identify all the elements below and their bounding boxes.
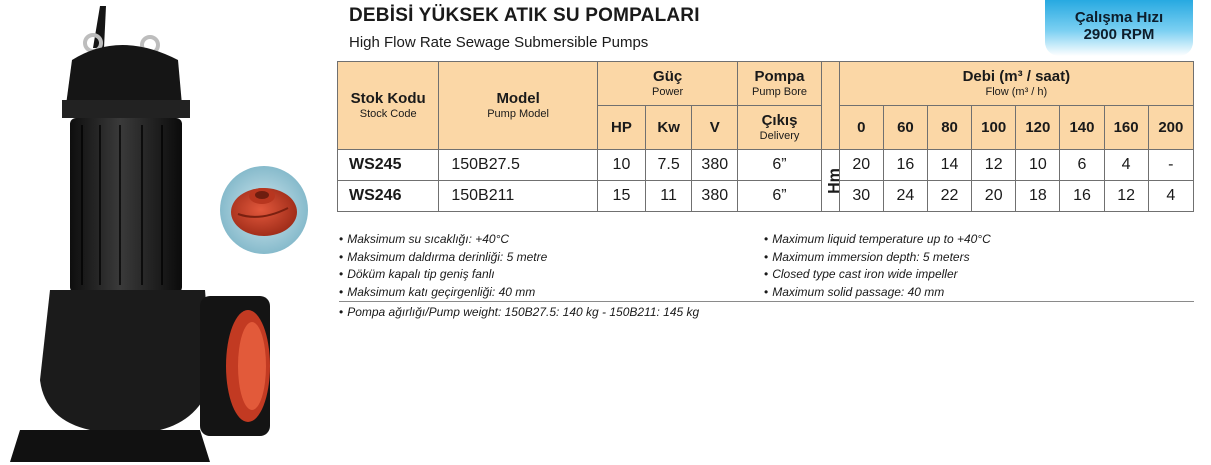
- speed-badge-label: Çalışma Hızı: [1074, 9, 1164, 26]
- hm-label: Hm: [821, 150, 839, 212]
- list-item: • Maximum immersion depth: 5 meters: [764, 249, 991, 267]
- row-head: 20: [839, 150, 883, 181]
- row-head: 30: [839, 181, 883, 212]
- row-v: 380: [692, 150, 738, 181]
- header-flow-0: 0: [839, 106, 883, 150]
- row-head: 12: [972, 150, 1016, 181]
- header-hp: HP: [597, 106, 645, 150]
- row-model: 150B27.5: [439, 150, 598, 181]
- weight-note: • Pompa ağırlığı/Pump weight: 150B27.5: 140 kg - 150B211: 145 kg: [339, 305, 699, 319]
- header-flow-120: 120: [1016, 106, 1060, 150]
- header-pump: Pompa Pump Bore: [738, 62, 821, 106]
- header-stock-code: Stok Kodu Stock Code: [338, 62, 439, 150]
- header-flow-60: 60: [883, 106, 927, 150]
- header-v: V: [692, 106, 738, 150]
- header-model: Model Pump Model: [439, 62, 598, 150]
- row-head: 18: [1016, 181, 1060, 212]
- list-item: • Closed type cast iron wide impeller: [764, 266, 991, 284]
- row-stock-code: WS245: [338, 150, 439, 181]
- header-flow: Debi (m³ / saat) Flow (m³ / h): [839, 62, 1193, 106]
- page-subtitle: High Flow Rate Sewage Submersible Pumps: [349, 34, 649, 51]
- list-item: • Maximum liquid temperature up to +40°C: [764, 231, 991, 249]
- row-head: 16: [883, 150, 927, 181]
- header-kw: Kw: [646, 106, 692, 150]
- row-head: 4: [1104, 150, 1148, 181]
- notes-english: [764, 231, 991, 301]
- row-kw: 7.5: [646, 150, 692, 181]
- pump-image: [0, 0, 330, 465]
- table-row: [338, 150, 1194, 181]
- list-item: • Maksimum daldırma derinliği: 5 metre: [339, 249, 547, 267]
- row-head: 16: [1060, 181, 1104, 212]
- row-bore: 6”: [738, 150, 821, 181]
- page-title: DEBİSİ YÜKSEK ATIK SU POMPALARI: [349, 5, 700, 26]
- row-head: 4: [1148, 181, 1193, 212]
- divider: [339, 301, 1194, 302]
- row-head: 22: [927, 181, 971, 212]
- header-spacer: [821, 62, 839, 150]
- notes-turkish: [339, 231, 547, 301]
- row-kw: 11: [646, 181, 692, 212]
- header-power: Güç Power: [597, 62, 738, 106]
- header-flow-80: 80: [927, 106, 971, 150]
- row-bore: 6”: [738, 181, 821, 212]
- row-head: -: [1148, 150, 1193, 181]
- row-v: 380: [692, 181, 738, 212]
- row-head: 24: [883, 181, 927, 212]
- list-item: • Maksimum katı geçirgenliği: 40 mm: [339, 284, 547, 302]
- row-model: 150B211: [439, 181, 598, 212]
- table-row: [338, 181, 1194, 212]
- row-hp: 15: [597, 181, 645, 212]
- row-stock-code: WS246: [338, 181, 439, 212]
- header-flow-160: 160: [1104, 106, 1148, 150]
- row-head: 12: [1104, 181, 1148, 212]
- row-head: 6: [1060, 150, 1104, 181]
- row-head: 20: [972, 181, 1016, 212]
- header-flow-140: 140: [1060, 106, 1104, 150]
- list-item: • Maximum solid passage: 40 mm: [764, 284, 991, 302]
- row-head: 14: [927, 150, 971, 181]
- spec-table: [337, 61, 1194, 212]
- speed-badge: [1045, 0, 1193, 56]
- list-item: • Döküm kapalı tip geniş fanlı: [339, 266, 547, 284]
- header-flow-200: 200: [1148, 106, 1193, 150]
- row-hp: 10: [597, 150, 645, 181]
- header-delivery: Çıkış Delivery: [738, 106, 821, 150]
- list-item: • Maksimum su sıcaklığı: +40°C: [339, 231, 547, 249]
- row-head: 10: [1016, 150, 1060, 181]
- header-flow-100: 100: [972, 106, 1016, 150]
- speed-badge-value: 2900 RPM: [1083, 26, 1155, 43]
